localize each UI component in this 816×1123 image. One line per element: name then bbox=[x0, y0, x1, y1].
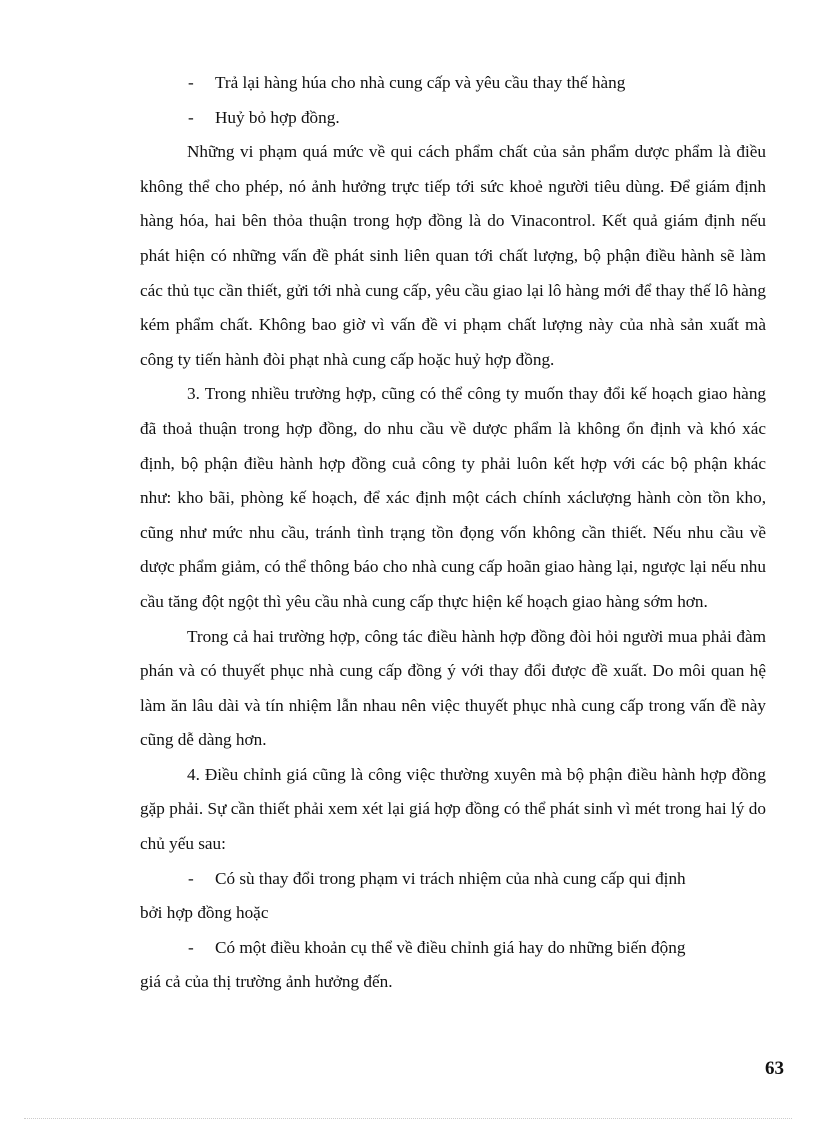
footer-divider bbox=[24, 1118, 792, 1119]
page-number: 63 bbox=[765, 1058, 784, 1079]
bullet-item bbox=[140, 862, 766, 897]
paragraph: Những vi phạm quá mức về qui cách phẩm chất của sản phẩm dược phẩm là điều không thể cho phép, nó ảnh hưởng trực tiếp tới sức khoẻ người tiêu dùng. Để giám định hàng hóa, hai bên thỏa thuận trong hợp đồng là do Vinacontrol. Kết quả giám định nếu phát hiện có những vấn đề phát sinh liên quan tới chất lượng, bộ phận điều hành sẽ làm các thủ tục cần thiết, gửi tới nhà cung cấp, yêu cầu giao lại lô hàng mới để thay thế lô hàng kém phẩm chất. Không bao giờ vì vấn đề vi phạm chất lượng này của nhà sản xuất mà công ty tiến hành đòi phạt nhà cung cấp hoặc huỷ hợp đồng. bbox=[140, 142, 766, 369]
bullet-item bbox=[140, 931, 766, 966]
bullet-dash: - bbox=[188, 107, 194, 127]
bullet-text: Có một điều khoản cụ thể về điều chỉnh giá hay do những biến động bbox=[215, 937, 686, 957]
bullet-text: Có sù thay đổi trong phạm vi trách nhiệm của nhà cung cấp qui định bbox=[215, 868, 686, 888]
bullet-item bbox=[140, 66, 766, 101]
bullet-text: Huỷ bỏ hợp đồng. bbox=[215, 107, 340, 127]
bullet-dash: - bbox=[188, 73, 194, 92]
bullet-continuation: giá cả của thị trường ảnh hưởng đến. bbox=[140, 972, 393, 992]
bullet-continuation: bởi hợp đồng hoặc bbox=[140, 903, 269, 923]
bullet-dash: - bbox=[188, 937, 194, 957]
paragraph: Trong cả hai trường hợp, công tác điều hành hợp đồng đòi hỏi người mua phải đàm phán và có thuyết phục nhà cung cấp đồng ý với thay đổi được đề xuất. Do môi quan hệ làm ăn lâu dài và tín nhiệm lẫn nhau nên việc thuyết phục nhà cung cấp trong vấn đề này cũng dễ dàng hơn. bbox=[140, 626, 766, 750]
page-body bbox=[140, 66, 766, 1000]
bullet-text: Trả lại hàng húa cho nhà cung cấp và yêu cầu thay thế hàng bbox=[215, 73, 626, 92]
paragraph: 3. Trong nhiều trường hợp, cũng có thể công ty muốn thay đổi kế hoạch giao hàng đã thoả thuận trong hợp đồng, do nhu cầu về dược phẩm là không ổn định và khó xác định, bộ phận điều hành hợp đồng cuả công ty phải luôn kết hợp với các bộ phận khác như: kho bãi, phòng kế hoạch, để xác định một cách chính xáclượng hành còn tồn kho, cũng như mức nhu cầu, tránh tình trạng tồn đọng vốn không cần thiết. Nếu nhu cầu về dược phẩm giảm, có thể thông báo cho nhà cung cấp hoãn giao hàng lại, ngược lại nếu nhu cầu tăng đột ngột thì yêu cầu nhà cung cấp thực hiện kế hoạch giao hàng sớm hơn. bbox=[140, 384, 766, 611]
paragraph: 4. Điều chỉnh giá cũng là công việc thường xuyên mà bộ phận điều hành hợp đồng gặp phải. Sự cần thiết phải xem xét lại giá hợp đồng có thể phát sinh vì mét trong hai lý do chủ yếu sau: bbox=[140, 764, 766, 854]
bullet-dash: - bbox=[188, 868, 194, 888]
bullet-item bbox=[140, 101, 766, 136]
